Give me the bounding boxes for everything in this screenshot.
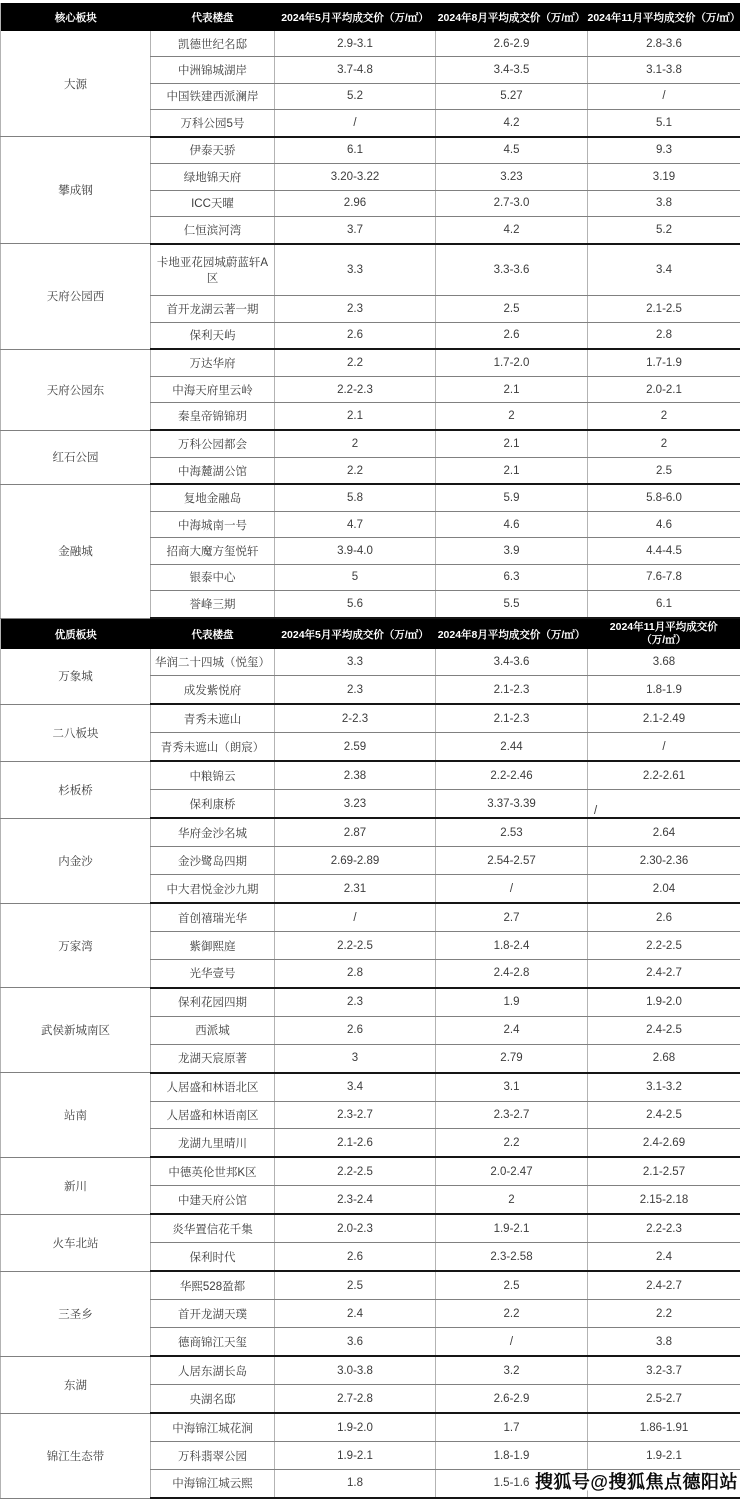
property-name-cell: 人居盛和林语南区 bbox=[151, 1101, 275, 1129]
price-cell: 3.23 bbox=[275, 790, 436, 819]
price-cell: 5.6 bbox=[275, 591, 436, 618]
price-cell: 4.2 bbox=[436, 109, 588, 136]
price-cell: 2.3 bbox=[275, 296, 436, 322]
table-row bbox=[1, 1214, 740, 1243]
property-name-cell: 招商大魔方玺悦轩 bbox=[151, 538, 275, 564]
property-name-cell: 中海麓湖公馆 bbox=[151, 457, 275, 484]
table-row bbox=[1, 903, 740, 932]
price-cell: 2.31 bbox=[275, 875, 436, 904]
table-row bbox=[1, 704, 740, 733]
price-cell: 1.9-2.0 bbox=[275, 1413, 436, 1442]
price-cell: 2.5-2.7 bbox=[588, 1385, 740, 1414]
price-cell: 2 bbox=[436, 1186, 588, 1215]
price-cell: 2.4-2.5 bbox=[588, 1101, 740, 1129]
property-name-cell: 金沙鹭岛四期 bbox=[151, 847, 275, 875]
property-name-cell: 凯德世纪名邸 bbox=[151, 31, 275, 57]
price-cell: 3.19 bbox=[588, 164, 740, 190]
price-cell: 3.2-3.7 bbox=[588, 1356, 740, 1385]
sohu-watermark: 搜狐号@搜狐焦点德阳站 bbox=[534, 1472, 738, 1492]
price-cell: 2.8 bbox=[275, 959, 436, 988]
price-cell: 2.5 bbox=[588, 457, 740, 484]
property-name-cell: 伊泰天骄 bbox=[151, 137, 275, 164]
price-cell: 3.8 bbox=[588, 1328, 740, 1357]
table-row bbox=[1, 1271, 740, 1300]
price-cell: 2.7 bbox=[436, 903, 588, 932]
price-cell: 2 bbox=[436, 403, 588, 430]
table-row bbox=[1, 1356, 740, 1385]
property-name-cell: ICC天曜 bbox=[151, 190, 275, 216]
property-name-cell: 中海城南一号 bbox=[151, 512, 275, 538]
price-cell: 2.30-2.36 bbox=[588, 847, 740, 875]
premium-sector-price-table bbox=[0, 619, 740, 1499]
price-cell: 1.5-1.6 bbox=[436, 1469, 588, 1498]
price-cell: 2.53 bbox=[436, 818, 588, 847]
column-header: 2024年5月平均成交价（万/㎡） bbox=[275, 619, 436, 649]
column-header: 代表楼盘 bbox=[151, 619, 275, 649]
price-cell: 5.2 bbox=[588, 217, 740, 244]
property-name-cell: 誉峰三期 bbox=[151, 591, 275, 618]
column-header: 代表楼盘 bbox=[151, 3, 275, 31]
price-cell: 1.9 bbox=[436, 988, 588, 1017]
price-cell: 4.2 bbox=[436, 217, 588, 244]
price-cell: 2.3 bbox=[275, 676, 436, 705]
price-cell: 2.4-2.69 bbox=[588, 1129, 740, 1158]
property-name-cell: 秦皇帝锦锦玥 bbox=[151, 403, 275, 430]
price-cell: 1.8-2.4 bbox=[436, 932, 588, 960]
price-cell: 2 bbox=[588, 430, 740, 457]
property-name-cell: 首开龙湖云著一期 bbox=[151, 296, 275, 322]
property-name-cell: 复地金融岛 bbox=[151, 484, 275, 511]
price-cell: 2.1-2.49 bbox=[588, 704, 740, 733]
property-name-cell: 卡地亚花园城蔚蓝轩A区 bbox=[151, 244, 275, 296]
price-cell: 3.68 bbox=[588, 649, 740, 676]
price-cell: 2.6 bbox=[588, 903, 740, 932]
table-row bbox=[1, 1157, 740, 1186]
price-cell: 2.1-2.5 bbox=[588, 296, 740, 322]
property-name-cell: 万科翡翠公园 bbox=[151, 1442, 275, 1470]
price-cell: 2.2-2.46 bbox=[436, 761, 588, 790]
price-cell: 3.7 bbox=[275, 217, 436, 244]
core-sector-price-table bbox=[0, 3, 740, 619]
price-cell: 3.23 bbox=[436, 164, 588, 190]
property-name-cell: 万科公园5号 bbox=[151, 109, 275, 136]
price-cell: 2.1-2.57 bbox=[588, 1157, 740, 1186]
price-cell: / bbox=[275, 903, 436, 932]
property-name-cell: 仁恒滨河湾 bbox=[151, 217, 275, 244]
price-cell: / bbox=[436, 875, 588, 904]
price-cell: 2.2-2.3 bbox=[588, 1214, 740, 1243]
property-name-cell: 中粮锦云 bbox=[151, 761, 275, 790]
price-cell: 2.6-2.9 bbox=[436, 1385, 588, 1414]
district-cell: 站南 bbox=[1, 1073, 151, 1158]
price-cell: 2.1 bbox=[436, 457, 588, 484]
price-cell: 2.69-2.89 bbox=[275, 847, 436, 875]
district-cell: 万家湾 bbox=[1, 903, 151, 988]
price-cell: 2.2 bbox=[436, 1129, 588, 1158]
price-cell: 2.6 bbox=[275, 322, 436, 349]
district-cell: 天府公园西 bbox=[1, 244, 151, 350]
table-row bbox=[1, 484, 740, 511]
price-cell: 2.5 bbox=[436, 296, 588, 322]
price-cell: 2.3-2.7 bbox=[436, 1101, 588, 1129]
price-cell: 2.2-2.5 bbox=[588, 932, 740, 960]
price-cell: 2.04 bbox=[588, 875, 740, 904]
property-name-cell: 青秀未遮山（朗宸） bbox=[151, 733, 275, 762]
table-row bbox=[1, 137, 740, 164]
property-name-cell: 中洲锦城湖岸 bbox=[151, 57, 275, 83]
price-cell: 3.1 bbox=[436, 1073, 588, 1102]
price-cell: 3 bbox=[275, 1044, 436, 1073]
price-cell: 3.7-4.8 bbox=[275, 57, 436, 83]
price-cell: 2.38 bbox=[275, 761, 436, 790]
district-cell: 锦江生态带 bbox=[1, 1413, 151, 1498]
price-cell: 2.3-2.58 bbox=[436, 1243, 588, 1272]
property-name-cell: 万达华府 bbox=[151, 349, 275, 376]
price-cell: 2 bbox=[588, 403, 740, 430]
price-cell: 2.1-2.6 bbox=[275, 1129, 436, 1158]
property-name-cell: 德商锦江天玺 bbox=[151, 1328, 275, 1357]
price-cell: 1.8 bbox=[275, 1469, 436, 1498]
district-cell: 三圣乡 bbox=[1, 1271, 151, 1356]
price-cell: 3.6 bbox=[275, 1328, 436, 1357]
price-cell: 2.9-3.1 bbox=[275, 31, 436, 57]
price-cell: 5.27 bbox=[436, 83, 588, 109]
property-name-cell: 西派城 bbox=[151, 1016, 275, 1044]
price-cell: 2.4-2.8 bbox=[436, 959, 588, 988]
district-cell: 金融城 bbox=[1, 484, 151, 618]
property-name-cell: 龙湖天宸原著 bbox=[151, 1044, 275, 1073]
price-cell: 7.6-7.8 bbox=[588, 564, 740, 590]
price-cell: 3.3 bbox=[275, 649, 436, 676]
table-row bbox=[1, 761, 740, 790]
price-cell: 2.68 bbox=[588, 1044, 740, 1073]
district-cell: 大源 bbox=[1, 31, 151, 137]
price-cell: 2.1-2.3 bbox=[436, 704, 588, 733]
price-cell: 9.3 bbox=[588, 137, 740, 164]
price-cell: 2.4 bbox=[275, 1300, 436, 1328]
price-cell: 2 bbox=[275, 430, 436, 457]
price-cell: 1.9-2.1 bbox=[436, 1214, 588, 1243]
property-name-cell: 银泰中心 bbox=[151, 564, 275, 590]
property-name-cell: 首开龙湖天璞 bbox=[151, 1300, 275, 1328]
price-cell: 2.79 bbox=[436, 1044, 588, 1073]
price-cell: 3.1-3.8 bbox=[588, 57, 740, 83]
price-cell: 2.4-2.7 bbox=[588, 959, 740, 988]
price-cell: 2.96 bbox=[275, 190, 436, 216]
price-cell: 3.2 bbox=[436, 1356, 588, 1385]
property-name-cell: 首创禧瑞光华 bbox=[151, 903, 275, 932]
district-cell: 天府公园东 bbox=[1, 349, 151, 430]
price-cell: 5.5 bbox=[436, 591, 588, 618]
price-cell: 2.2 bbox=[588, 1300, 740, 1328]
price-cell: 1.9-2.1 bbox=[275, 1442, 436, 1470]
table-row bbox=[1, 244, 740, 296]
table-row bbox=[1, 649, 740, 676]
price-cell: 4.4-4.5 bbox=[588, 538, 740, 564]
district-cell: 新川 bbox=[1, 1157, 151, 1214]
price-cell: 2.1 bbox=[436, 430, 588, 457]
table-row bbox=[1, 818, 740, 847]
price-cell: 1.9-2.1 bbox=[588, 1442, 740, 1470]
price-cell: 3.4 bbox=[275, 1073, 436, 1102]
price-cell: 2.54-2.57 bbox=[436, 847, 588, 875]
district-cell: 杉板桥 bbox=[1, 761, 151, 818]
price-cell: 2.0-2.1 bbox=[588, 376, 740, 402]
property-name-cell: 中大君悦金沙九期 bbox=[151, 875, 275, 904]
price-cell: 5.8-6.0 bbox=[588, 484, 740, 511]
price-cell: 2.4 bbox=[436, 1016, 588, 1044]
district-cell: 武侯新城南区 bbox=[1, 988, 151, 1073]
price-cell: 2.2-2.5 bbox=[275, 932, 436, 960]
district-cell: 火车北站 bbox=[1, 1214, 151, 1271]
table-row bbox=[1, 430, 740, 457]
price-cell: 2.1 bbox=[436, 376, 588, 402]
property-name-cell: 华熙528盈都 bbox=[151, 1271, 275, 1300]
price-cell: / bbox=[588, 83, 740, 109]
price-cell: 2.4 bbox=[588, 1243, 740, 1272]
price-cell: 2.7-2.8 bbox=[275, 1385, 436, 1414]
price-cell: 2.7-3.0 bbox=[436, 190, 588, 216]
property-name-cell: 保利天屿 bbox=[151, 322, 275, 349]
price-cell: 1.9-2.0 bbox=[588, 988, 740, 1017]
price-cell: 6.1 bbox=[275, 137, 436, 164]
price-cell: 2.8-3.6 bbox=[588, 31, 740, 57]
property-name-cell: 人居东湖长岛 bbox=[151, 1356, 275, 1385]
price-cell: 1.7-1.9 bbox=[588, 349, 740, 376]
price-cell: 1.7 bbox=[436, 1413, 588, 1442]
price-cell: 2-2.3 bbox=[275, 704, 436, 733]
price-cell: 2.2-2.5 bbox=[275, 1157, 436, 1186]
price-cell: 1.86-1.91 bbox=[588, 1413, 740, 1442]
price-cell: 1.8-1.9 bbox=[588, 676, 740, 705]
price-cell: 2.6 bbox=[275, 1243, 436, 1272]
price-cell: 2.2-2.61 bbox=[588, 761, 740, 790]
price-cell: 3.4-3.6 bbox=[436, 649, 588, 676]
price-cell: 2.6 bbox=[275, 1016, 436, 1044]
price-cell: / bbox=[275, 109, 436, 136]
column-header: 2024年8月平均成交价（万/㎡） bbox=[436, 619, 588, 649]
price-cell: 3.20-3.22 bbox=[275, 164, 436, 190]
district-cell: 二八板块 bbox=[1, 704, 151, 761]
column-header: 2024年11月平均成交价（万/㎡） bbox=[588, 3, 740, 31]
district-cell: 攀成钢 bbox=[1, 137, 151, 244]
price-cell: 2.3 bbox=[275, 988, 436, 1017]
property-name-cell: 中海锦江城花涧 bbox=[151, 1413, 275, 1442]
price-cell: 2.3-2.4 bbox=[275, 1186, 436, 1215]
price-cell: 4.7 bbox=[275, 512, 436, 538]
property-name-cell: 保利康桥 bbox=[151, 790, 275, 819]
column-header: 2024年8月平均成交价（万/㎡） bbox=[436, 3, 588, 31]
property-name-cell: 央湖名邸 bbox=[151, 1385, 275, 1414]
price-cell: 4.6 bbox=[588, 512, 740, 538]
property-name-cell: 中德英伦世邦K区 bbox=[151, 1157, 275, 1186]
price-cell: 2.0-2.47 bbox=[436, 1157, 588, 1186]
price-cell: 2.5 bbox=[275, 1271, 436, 1300]
price-cell: 2.4-2.5 bbox=[588, 1016, 740, 1044]
column-header: 2024年5月平均成交价（万/㎡） bbox=[275, 3, 436, 31]
district-cell: 红石公园 bbox=[1, 430, 151, 484]
price-cell: 5 bbox=[275, 564, 436, 590]
table-row bbox=[1, 1413, 740, 1442]
property-name-cell: 光华壹号 bbox=[151, 959, 275, 988]
price-cell: 2.4-2.7 bbox=[588, 1271, 740, 1300]
price-cell: 2.15-2.18 bbox=[588, 1186, 740, 1215]
column-header: 优质板块 bbox=[1, 619, 151, 649]
price-cell: 2.44 bbox=[436, 733, 588, 762]
price-cell: 4.6 bbox=[436, 512, 588, 538]
district-cell: 东湖 bbox=[1, 1356, 151, 1413]
price-cell: 3.4-3.5 bbox=[436, 57, 588, 83]
price-cell: 5.2 bbox=[275, 83, 436, 109]
column-header: 2024年11月平均成交价（万/㎡） bbox=[588, 619, 740, 649]
price-cell: 2.6-2.9 bbox=[436, 31, 588, 57]
price-cell: 3.37-3.39 bbox=[436, 790, 588, 819]
property-name-cell: 紫御熙庭 bbox=[151, 932, 275, 960]
property-name-cell: 中国铁建西派澜岸 bbox=[151, 83, 275, 109]
price-cell: 2.2 bbox=[436, 1300, 588, 1328]
price-cell: / bbox=[588, 790, 740, 819]
property-name-cell: 成发紫悦府 bbox=[151, 676, 275, 705]
price-cell: 2.3-2.7 bbox=[275, 1101, 436, 1129]
price-cell: 3.9-4.0 bbox=[275, 538, 436, 564]
price-cell: 4.5 bbox=[436, 137, 588, 164]
price-cell: 6.3 bbox=[436, 564, 588, 590]
price-cell: 2.1-2.3 bbox=[436, 676, 588, 705]
property-name-cell: 炎华置信花千集 bbox=[151, 1214, 275, 1243]
table-row bbox=[1, 988, 740, 1017]
property-name-cell: 龙湖九里晴川 bbox=[151, 1129, 275, 1158]
price-cell: 2.5 bbox=[436, 1271, 588, 1300]
price-cell: 2.2 bbox=[275, 349, 436, 376]
table-row bbox=[1, 31, 740, 57]
price-cell: 3.3 bbox=[275, 244, 436, 296]
price-cell: 2.2-2.3 bbox=[275, 376, 436, 402]
property-name-cell: 华润二十四城（悦玺） bbox=[151, 649, 275, 676]
property-name-cell: 中建天府公馆 bbox=[151, 1186, 275, 1215]
property-name-cell: 绿地锦天府 bbox=[151, 164, 275, 190]
price-cell: 6.1 bbox=[588, 591, 740, 618]
price-cell: 3.4 bbox=[588, 244, 740, 296]
price-cell: 2.0-2.3 bbox=[275, 1214, 436, 1243]
property-name-cell: 人居盛和林语北区 bbox=[151, 1073, 275, 1102]
price-cell: 5.8 bbox=[275, 484, 436, 511]
price-cell: 2.59 bbox=[275, 733, 436, 762]
price-cell: 1.8-1.9 bbox=[436, 1442, 588, 1470]
property-name-cell: 中海锦江城云熙 bbox=[151, 1469, 275, 1498]
price-cell: 3.0-3.8 bbox=[275, 1356, 436, 1385]
price-cell: 2.6 bbox=[436, 322, 588, 349]
price-cell: 3.1-3.2 bbox=[588, 1073, 740, 1102]
price-cell: / bbox=[588, 733, 740, 762]
price-cell: 2.1 bbox=[275, 403, 436, 430]
price-cell: 2.8 bbox=[588, 322, 740, 349]
price-cell: 2.87 bbox=[275, 818, 436, 847]
price-cell: 5.1 bbox=[588, 109, 740, 136]
district-cell: 内金沙 bbox=[1, 818, 151, 903]
table-row bbox=[1, 349, 740, 376]
price-cell: 3.3-3.6 bbox=[436, 244, 588, 296]
price-cell: 3.8 bbox=[588, 190, 740, 216]
property-name-cell: 中海天府里云岭 bbox=[151, 376, 275, 402]
price-cell: / bbox=[436, 1328, 588, 1357]
district-cell: 万象城 bbox=[1, 649, 151, 704]
property-name-cell: 华府金沙名城 bbox=[151, 818, 275, 847]
price-cell: 2.2 bbox=[275, 457, 436, 484]
price-cell: 3.9 bbox=[436, 538, 588, 564]
property-name-cell: 保利时代 bbox=[151, 1243, 275, 1272]
property-name-cell: 保利花园四期 bbox=[151, 988, 275, 1017]
property-name-cell: 万科公园都会 bbox=[151, 430, 275, 457]
column-header: 核心板块 bbox=[1, 3, 151, 31]
price-cell: 5.9 bbox=[436, 484, 588, 511]
property-name-cell: 青秀未遮山 bbox=[151, 704, 275, 733]
table-row bbox=[1, 1073, 740, 1102]
price-cell: 1.7-2.0 bbox=[436, 349, 588, 376]
price-cell: 2.64 bbox=[588, 818, 740, 847]
